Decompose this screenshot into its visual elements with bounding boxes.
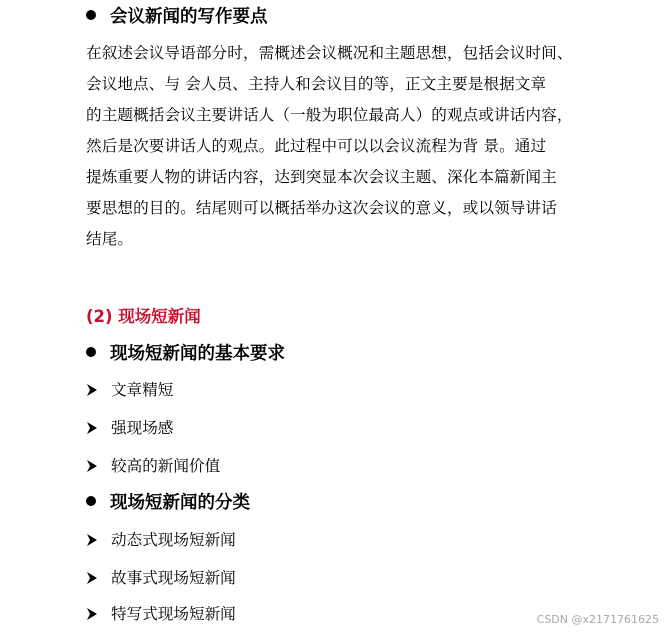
- section-title: (2) 现场短新闻: [86, 307, 201, 326]
- paragraph-line: 要思想的目的。结尾则可以概括举办这次会议的意义，或以领导讲话: [86, 199, 557, 217]
- list-item-text: 强现场感: [111, 419, 174, 437]
- arrowhead-right-icon: [86, 533, 98, 547]
- bullet-dot-icon: [86, 496, 96, 506]
- paragraph-line: 提炼重要人物的讲话内容，达到突显本次会议主题、深化本篇新闻主: [86, 168, 557, 186]
- list-item: [86, 417, 173, 439]
- list-item-text: 故事式现场短新闻: [111, 569, 236, 587]
- arrowhead-right-icon: [86, 607, 98, 621]
- paragraph-line: 在叙述会议导语部分时，需概述会议概况和主题思想，包括会议时间、: [86, 44, 573, 62]
- list-item: [86, 379, 173, 401]
- bullet-dot-icon: [86, 10, 96, 20]
- arrowhead-right-icon: [86, 383, 98, 397]
- list-item: [86, 455, 220, 477]
- list-item-text: 文章精短: [111, 381, 174, 399]
- list-item-text: 特写式现场短新闻: [111, 605, 236, 623]
- arrowhead-right-icon: [86, 459, 98, 473]
- paragraph-line: 结尾。: [86, 230, 134, 248]
- bullet-dot-icon: [86, 347, 96, 357]
- heading-basic-requirements: [86, 343, 285, 365]
- list-item: [86, 603, 236, 625]
- paragraph-line: 会议地点、与 会人员、主持人和会议目的等，正文主要是根据文章: [86, 75, 547, 93]
- list-item: [86, 567, 236, 589]
- watermark: CSDN @x2171761625: [536, 613, 659, 626]
- body-paragraph: [86, 38, 586, 255]
- paragraph-line: 的主题概括会议主要讲话人（一般为职位最高人）的观点或讲话内容，: [86, 106, 573, 124]
- heading-writing-points-text: 会议新闻的写作要点: [110, 7, 268, 27]
- heading-categories-text: 现场短新闻的分类: [110, 493, 250, 513]
- arrowhead-right-icon: [86, 421, 98, 435]
- list-item-text: 较高的新闻价值: [111, 457, 221, 475]
- paragraph-line: 然后是次要讲话人的观点。此过程中可以以会议流程为背 景。通过: [86, 137, 547, 155]
- heading-writing-points: [86, 6, 268, 28]
- heading-categories: [86, 492, 250, 514]
- list-item-text: 动态式现场短新闻: [111, 531, 236, 549]
- heading-basic-requirements-text: 现场短新闻的基本要求: [110, 344, 285, 364]
- arrowhead-right-icon: [86, 571, 98, 585]
- list-item: [86, 529, 236, 551]
